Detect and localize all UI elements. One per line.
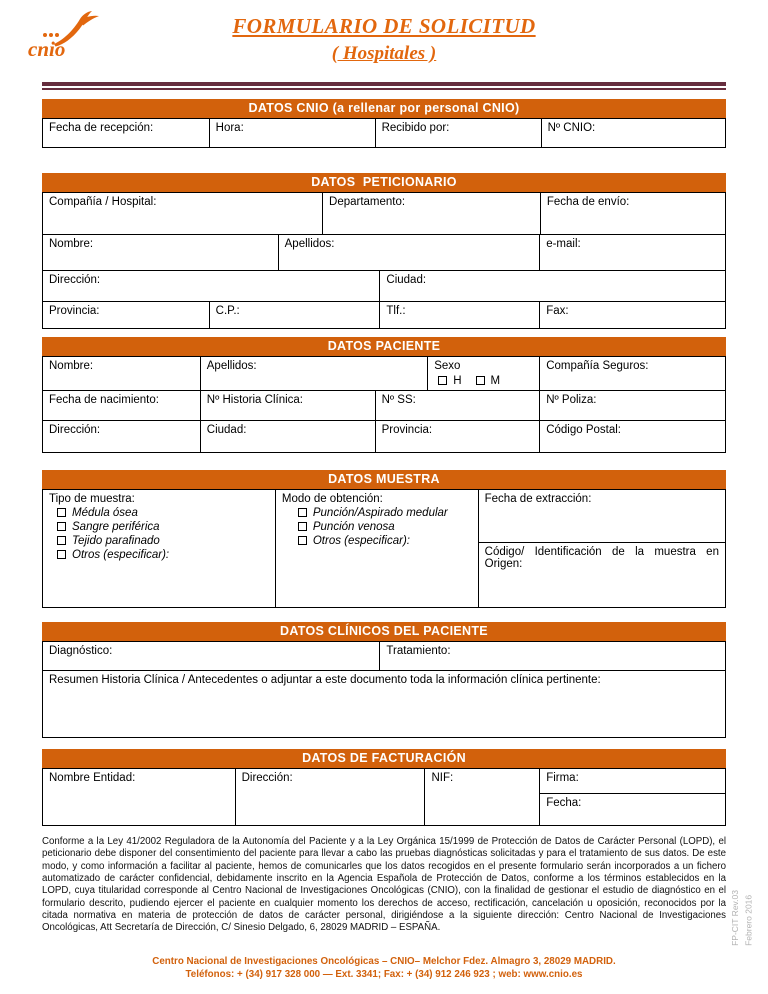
option-label: Punción venosa — [312, 521, 395, 533]
label-ciudad: Ciudad: — [206, 424, 247, 436]
field-cp[interactable] — [210, 302, 381, 329]
label-num-historia-clinica: Nº Historia Clínica: — [206, 394, 303, 406]
label-compania-seguros: Compañía Seguros: — [546, 360, 649, 372]
section-datos-cnio — [42, 99, 726, 148]
field-hora[interactable] — [210, 119, 376, 148]
field-ciudad-paciente[interactable] — [201, 421, 376, 453]
section-title-datos-muestra: DATOS MUESTRA — [42, 470, 726, 489]
field-fax[interactable] — [540, 302, 726, 329]
label-sexo: Sexo — [434, 360, 461, 372]
label-compania-hospital: Compañía / Hospital: — [49, 196, 157, 208]
label-diagnostico: Diagnóstico: — [49, 645, 113, 657]
checkbox-tejido-parafinado[interactable] — [57, 536, 66, 545]
label-codigo-identificacion: Código/ Identificación de la muestra en Origen: — [484, 546, 719, 570]
option-label: Tejido parafinado — [72, 535, 160, 547]
field-resumen-historia[interactable] — [43, 671, 726, 738]
facturacion-right-column — [540, 769, 726, 826]
field-direccion-paciente[interactable] — [43, 421, 201, 453]
field-fecha-envio[interactable] — [541, 193, 726, 235]
label-codigo-postal: Código Postal: — [546, 424, 621, 436]
field-nombre-paciente[interactable] — [43, 357, 201, 391]
label-direccion: Dirección: — [241, 772, 293, 784]
checkbox-medula-osea[interactable] — [57, 508, 66, 517]
field-fecha-nacimiento[interactable] — [43, 391, 201, 421]
table-row — [43, 271, 726, 302]
label-sexo-h: H — [453, 375, 462, 387]
option-label: Punción/Aspirado medular — [312, 507, 448, 519]
field-tipo-muestra — [43, 490, 276, 608]
label-resumen-historia: Resumen Historia Clínica / Antecedentes o adjuntar a este documento toda la información clínica pertinente: — [49, 674, 601, 686]
label-apellidos: Apellidos: — [284, 238, 335, 250]
revision-code: FP-CIT Rev.03 — [729, 890, 740, 946]
field-nombre-entidad[interactable] — [43, 769, 236, 826]
svg-text:cnio: cnio — [28, 37, 66, 60]
table-row — [43, 421, 726, 453]
checkbox-puncion-aspirado[interactable] — [298, 508, 307, 517]
label-tipo-muestra: Tipo de muestra: — [49, 493, 135, 505]
table-row — [43, 391, 726, 421]
option-label: Médula ósea — [72, 507, 138, 519]
label-fecha-recepcion: Fecha de recepción: — [49, 122, 154, 134]
checkbox-sexo-h[interactable] — [438, 376, 447, 385]
label-tratamiento: Tratamiento: — [386, 645, 451, 657]
datos-muestra-table — [42, 489, 726, 608]
field-fecha-recepcion[interactable] — [43, 119, 210, 148]
field-num-ss[interactable] — [376, 391, 541, 421]
option-puncion-venosa — [282, 521, 472, 533]
datos-facturacion-table — [42, 768, 726, 826]
field-fecha-facturacion[interactable] — [540, 794, 725, 825]
section-title-datos-cnio: DATOS CNIO (a rellenar por personal CNIO) — [42, 99, 726, 118]
label-num-poliza: Nº Poliza: — [546, 394, 597, 406]
section-title-datos-facturacion: DATOS DE FACTURACIÓN — [42, 749, 726, 768]
label-direccion: Dirección: — [49, 424, 101, 436]
label-modo-obtencion: Modo de obtención: — [281, 493, 383, 505]
label-email: e-mail: — [546, 238, 581, 250]
field-codigo-postal[interactable] — [540, 421, 726, 453]
label-hora: Hora: — [215, 122, 244, 134]
section-datos-paciente — [42, 337, 726, 453]
option-medula-osea — [49, 507, 269, 519]
field-direccion-facturacion[interactable] — [236, 769, 426, 826]
label-fecha-envio: Fecha de envío: — [546, 196, 630, 208]
table-row — [43, 193, 726, 235]
table-row — [43, 302, 726, 329]
label-provincia: Provincia: — [381, 424, 433, 436]
label-num-cnio: Nº CNIO: — [547, 122, 596, 134]
field-ciudad-peticionario[interactable] — [380, 271, 726, 302]
option-tejido-parafinado — [49, 535, 269, 547]
label-nif: NIF: — [431, 772, 454, 784]
field-tratamiento[interactable] — [380, 642, 726, 671]
field-provincia-peticionario[interactable] — [43, 302, 210, 329]
field-fecha-extraccion[interactable] — [479, 490, 725, 543]
option-sangre-periferica — [49, 521, 269, 533]
header — [28, 0, 726, 82]
field-num-poliza[interactable] — [540, 391, 726, 421]
field-tlf[interactable] — [380, 302, 540, 329]
option-tipo-otros — [49, 549, 269, 561]
checkbox-sangre-periferica[interactable] — [57, 522, 66, 531]
label-tlf: Tlf.: — [386, 305, 406, 317]
field-diagnostico[interactable] — [43, 642, 380, 671]
table-row — [43, 671, 726, 738]
label-recibido-por: Recibido por: — [381, 122, 450, 134]
field-compania-hospital[interactable] — [43, 193, 323, 235]
field-departamento[interactable] — [323, 193, 541, 235]
table-row — [43, 642, 726, 671]
section-title-datos-paciente: DATOS PACIENTE — [42, 337, 726, 356]
title-block — [42, 14, 726, 65]
datos-paciente-table — [42, 356, 726, 453]
label-fecha: Fecha: — [546, 797, 582, 809]
section-datos-peticionario — [42, 173, 726, 329]
datos-cnio-table — [42, 118, 726, 148]
label-apellidos: Apellidos: — [206, 360, 257, 372]
field-sexo — [428, 357, 540, 391]
datos-clinicos-table — [42, 641, 726, 738]
table-row — [43, 235, 726, 271]
table-row — [43, 769, 726, 826]
form-title: FORMULARIO DE SOLICITUD — [232, 14, 536, 38]
field-apellidos-peticionario[interactable] — [279, 235, 541, 271]
option-puncion-aspirado — [282, 507, 472, 519]
field-recibido-por[interactable] — [376, 119, 542, 148]
footer-contacts: Teléfonos: + (34) 917 328 000 — Ext. 3341; Fax: + (34) 912 246 923 ; web: www.cnio.es — [185, 969, 583, 981]
label-departamento: Departamento: — [329, 196, 406, 208]
field-modo-obtencion — [276, 490, 479, 608]
muestra-right-column — [479, 490, 726, 608]
label-sexo-m: M — [490, 375, 501, 387]
label-direccion: Dirección: — [49, 274, 101, 286]
revision-date: Febrero 2016 — [743, 894, 754, 946]
field-nombre-peticionario[interactable] — [43, 235, 279, 271]
label-num-ss: Nº SS: — [381, 394, 416, 406]
option-label: Otros (especificar): — [312, 535, 410, 547]
label-provincia: Provincia: — [49, 305, 100, 317]
checkbox-puncion-venosa[interactable] — [298, 522, 307, 531]
label-firma: Firma: — [546, 772, 579, 784]
label-fax: Fax: — [546, 305, 569, 317]
label-nombre-entidad: Nombre Entidad: — [49, 772, 136, 784]
field-firma[interactable] — [540, 769, 725, 794]
label-fecha-extraccion: Fecha de extracción: — [484, 493, 592, 505]
footer — [42, 955, 726, 982]
field-num-historia-clinica[interactable] — [201, 391, 376, 421]
field-compania-seguros[interactable] — [540, 357, 726, 391]
form-subtitle: ( Hospitales ) — [331, 43, 437, 64]
sexo-options — [434, 375, 533, 387]
footer-address: Centro Nacional de Investigaciones Oncológicas – CNIO– Melchor Fdez. Almagro 3, 28029 MADRID. — [152, 955, 616, 967]
section-title-datos-clinicos: DATOS CLÍNICOS DEL PACIENTE — [42, 622, 726, 641]
section-title-datos-peticionario: DATOS PETICIONARIO — [42, 173, 726, 192]
datos-peticionario-table — [42, 192, 726, 329]
section-datos-clinicos — [42, 622, 726, 738]
field-apellidos-paciente[interactable] — [201, 357, 428, 391]
checkbox-modo-otros[interactable] — [298, 536, 307, 545]
field-nif[interactable] — [425, 769, 540, 826]
field-provincia-paciente[interactable] — [376, 421, 541, 453]
table-row — [43, 490, 726, 608]
revision-note — [729, 890, 756, 946]
section-datos-facturacion — [42, 749, 726, 826]
label-nombre: Nombre: — [49, 238, 94, 250]
checkbox-sexo-m[interactable] — [476, 376, 485, 385]
option-modo-otros — [282, 535, 472, 547]
separator-rule — [42, 82, 726, 90]
field-codigo-identificacion[interactable] — [479, 543, 725, 607]
label-ciudad: Ciudad: — [386, 274, 427, 286]
label-nombre: Nombre: — [49, 360, 94, 372]
option-label: Otros (especificar): — [72, 549, 170, 561]
table-row — [43, 119, 726, 148]
table-row — [43, 357, 726, 391]
field-email[interactable] — [540, 235, 726, 271]
checkbox-tipo-otros[interactable] — [57, 550, 66, 559]
section-datos-muestra — [42, 470, 726, 608]
label-cp: C.P.: — [215, 305, 240, 317]
field-direccion-peticionario[interactable] — [43, 271, 380, 302]
option-label: Sangre periférica — [72, 521, 160, 533]
label-fecha-nacimiento: Fecha de nacimiento: — [49, 394, 159, 406]
legal-lopd-text: Conforme a la Ley 41/2002 Reguladora de la Autonomía del Paciente y a la Ley Orgánica 15/1999 de Protección de Datos de Carácter Personal (LOPD), el peticionario debe disponer del consentimiento del paciente para llevar a cabo las pruebas diagnósticas solicitadas y para el tratamiento de sus datos. De este modo, y como información a facilitar al paciente, hemos de comunicarles que los datos recogidos en el presente formulario serán incorporados a un fichero automatizado de carácter confidencial, debidamente inscrito en la Agencia Española de Protección de Datos, conforme a los términos establecidos en la LOPD, cuya titularidad corresponde al Centro Nacional de Investigaciones Oncológicas (CNIO), con la finalidad de gestionar el estudio de diagnóstico en el formulario descrito, pudiendo ejercer el paciente en cualquier momento los derechos de acceso, rectificación, cancelación u oposición, reconocidos por la citada normativa en materia de protección de datos de carácter personal, dirigiéndose a la siguiente dirección: Centro Nacional de Investigaciones Oncológicas, Att Secretaría de Dirección, C/ Sinesio Delgado, 6, 28029 MADRID – ESPAÑA. — [42, 836, 726, 934]
field-num-cnio[interactable] — [542, 119, 726, 148]
